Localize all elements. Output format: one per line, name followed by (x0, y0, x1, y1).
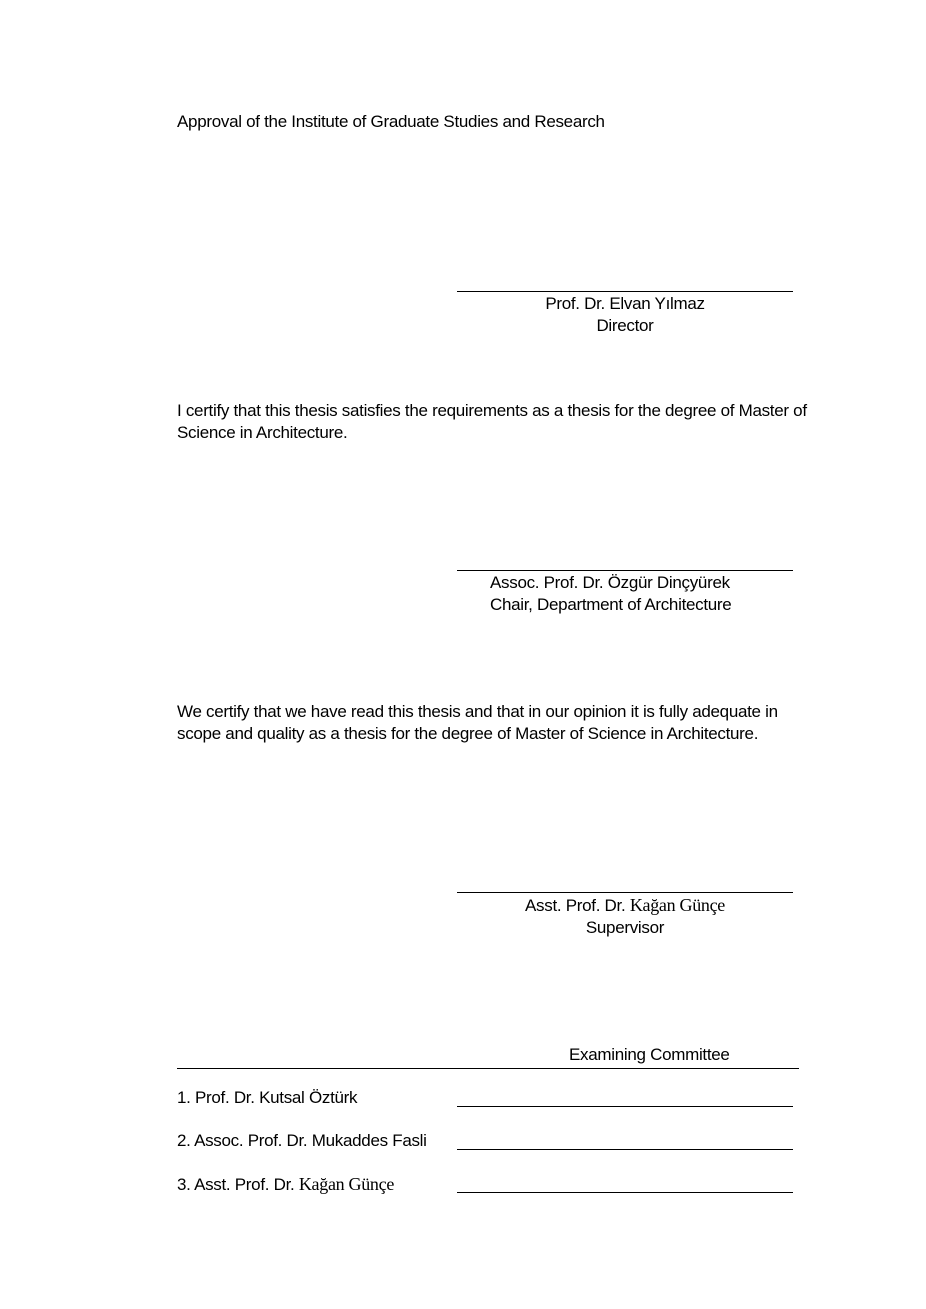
committee-member-3 (177, 1173, 394, 1196)
committee-member-1 (177, 1087, 357, 1109)
committee-member-3-name: Kağan Günçe (298, 1174, 395, 1194)
committee-member-3-signature-line (457, 1192, 793, 1193)
supervisor-name-line (457, 894, 793, 917)
department-certify-text: I certify that this thesis satisfies the requirements as a thesis for the degree of Master of Science in Architecture. (177, 401, 807, 442)
supervisor-signature-line (457, 892, 793, 893)
committee-member-2 (177, 1130, 427, 1152)
committee-member-1-name: 1. Prof. Dr. Kutsal Öztürk (177, 1088, 358, 1107)
institute-approval-text: Approval of the Institute of Graduate Studies and Research (177, 112, 605, 131)
committee-member-1-signature-line (457, 1106, 793, 1107)
committee-member-2-signature-line (457, 1149, 793, 1150)
supervisor-certify-text: We certify that we have read this thesis and that in our opinion it is fully adequate in scope and quality as a thesis for the degree of Master of Science in Architecture. (177, 702, 778, 743)
chair-signature-line (457, 570, 793, 571)
committee-heading-rule (177, 1068, 799, 1069)
chair-role: Chair, Department of Architecture (490, 595, 732, 614)
director-role: Director (596, 316, 654, 335)
chair-name: Assoc. Prof. Dr. Özgür Dinçyürek (490, 573, 730, 592)
committee-member-2-name: 2. Assoc. Prof. Dr. Mukaddes Fasli (177, 1131, 427, 1150)
director-signature-block (457, 293, 793, 337)
supervisor-name: Kağan Günçe (629, 895, 725, 915)
director-name: Prof. Dr. Elvan Yılmaz (545, 294, 705, 313)
chair-signature-block (457, 572, 793, 616)
committee-heading: Examining Committee (569, 1045, 730, 1064)
director-signature-line (457, 291, 793, 292)
supervisor-title: Asst. Prof. Dr. (525, 896, 626, 915)
supervisor-signature-block (457, 894, 793, 939)
committee-member-3-title: 3. Asst. Prof. Dr. (177, 1175, 295, 1194)
supervisor-role: Supervisor (585, 918, 665, 937)
